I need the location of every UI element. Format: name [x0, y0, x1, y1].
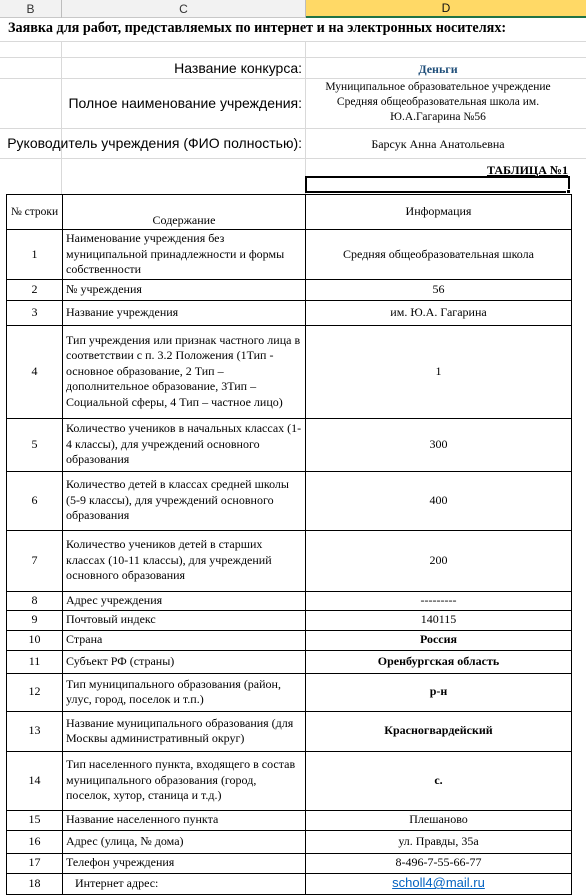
row-content: Название учреждения	[63, 300, 306, 325]
column-header-d[interactable]	[306, 0, 586, 18]
row-info[interactable]: ул. Правды, 35а	[306, 830, 572, 853]
column-header-c[interactable]	[62, 0, 305, 18]
row-num: 8	[7, 591, 63, 610]
row-content: Страна	[63, 630, 306, 650]
row-num: 14	[7, 751, 63, 810]
row-content: № учреждения	[63, 279, 306, 300]
row-info[interactable]: 8-496-7-55-66-77	[306, 853, 572, 873]
row-content: Название муниципального образования (для Москвы административный округ)	[63, 711, 306, 751]
table-row[interactable]	[7, 830, 572, 853]
row-info[interactable]: Россия	[306, 630, 572, 650]
row-info[interactable]: р-н	[306, 673, 572, 711]
row-content: Почтовый индекс	[63, 610, 306, 630]
row-num: 15	[7, 810, 63, 830]
row-info[interactable]: Оренбургская область	[306, 650, 572, 673]
row-content: Субъект РФ (страны)	[63, 650, 306, 673]
row-info[interactable]: 140115	[306, 610, 572, 630]
row-content: Тип муниципального образования (район, улус, город, поселок и т.п.)	[63, 673, 306, 711]
info-table	[6, 194, 572, 895]
row-content: Интернет адрес:	[63, 873, 306, 894]
row-content: Название населенного пункта	[63, 810, 306, 830]
row-content: Количество учеников детей в старших классах (10-11 классы), для учреждений основного образования	[63, 530, 306, 591]
row-num: 5	[7, 418, 63, 471]
table-row[interactable]	[7, 650, 572, 673]
row-info[interactable]: 300	[306, 418, 572, 471]
header-info: Информация	[306, 195, 572, 230]
row-num: 18	[7, 873, 63, 894]
active-cell[interactable]	[305, 176, 570, 193]
column-header-b[interactable]	[0, 0, 61, 18]
header-num: № строки	[7, 195, 63, 230]
row-num: 7	[7, 530, 63, 591]
table-row[interactable]	[7, 610, 572, 630]
table-row[interactable]	[7, 873, 572, 894]
row-num: 9	[7, 610, 63, 630]
institution-line: Муниципальное образовательное учреждение	[325, 81, 551, 93]
row-content: Тип населенного пункта, входящего в состав муниципального образования (город, поселок, хутор, станица и т.д.)	[63, 751, 306, 810]
row-content: Адрес (улица, № дома)	[63, 830, 306, 853]
row-num: 3	[7, 300, 63, 325]
email-link[interactable]: scholl4@mail.ru	[392, 875, 485, 891]
table-row[interactable]	[7, 279, 572, 300]
table-row[interactable]	[7, 810, 572, 830]
row-info[interactable]	[306, 873, 572, 894]
row-num: 17	[7, 853, 63, 873]
row-num: 11	[7, 650, 63, 673]
row-info[interactable]: Красногвардейский	[306, 711, 572, 751]
table-row[interactable]	[7, 630, 572, 650]
column-header-label: C	[179, 1, 188, 16]
row-num: 16	[7, 830, 63, 853]
row-info[interactable]: им. Ю.А. Гагарина	[306, 300, 572, 325]
table-row[interactable]	[7, 418, 572, 471]
table-row[interactable]	[7, 471, 572, 530]
institution-line: Средняя общеобразовательная школа им.	[336, 96, 540, 108]
institution-value[interactable]	[307, 80, 569, 125]
row-num: 10	[7, 630, 63, 650]
row-num: 12	[7, 673, 63, 711]
row-info[interactable]: Средняя общеобразовательная школа	[306, 230, 572, 280]
gridline	[0, 128, 586, 129]
row-info[interactable]: с.	[306, 751, 572, 810]
row-num: 2	[7, 279, 63, 300]
row-content: Адрес учреждения	[63, 591, 306, 610]
table-row[interactable]	[7, 230, 572, 280]
gridline	[305, 41, 306, 194]
table-row[interactable]	[7, 325, 572, 418]
director-value[interactable]: Барсук Анна Анатольевна	[371, 137, 505, 151]
row-num: 1	[7, 230, 63, 280]
table-row[interactable]	[7, 530, 572, 591]
gridline	[0, 57, 586, 58]
table-row[interactable]	[7, 711, 572, 751]
gridline	[0, 41, 586, 42]
table-name: ТАБЛИЦА №1	[486, 163, 568, 177]
institution-label: Полное наименование учреждения:	[68, 95, 302, 111]
row-num: 13	[7, 711, 63, 751]
row-info[interactable]: Плешаново	[306, 810, 572, 830]
institution-line: Ю.А.Гагарина №56	[390, 111, 486, 123]
column-header-label: D	[441, 1, 451, 15]
row-num: 6	[7, 471, 63, 530]
director-label: Руководитель учреждения (ФИО полностью):	[7, 135, 302, 151]
row-content: Тип учреждения или признак частного лица в соответствии с п. 3.2 Положения (1Тип - основное образование, 2 Тип – дополнительное образование, 3Тип – Социальной сферы, 4 Тип – частное лицо)	[63, 325, 306, 418]
row-info[interactable]: 400	[306, 471, 572, 530]
gridline	[61, 41, 62, 194]
table-header-row	[7, 195, 572, 230]
table-row[interactable]	[7, 673, 572, 711]
contest-label: Название конкурса:	[174, 60, 302, 76]
header-content: Содержание	[63, 195, 306, 230]
column-header-label: B	[26, 1, 35, 16]
form-title: Заявка для работ, представляемых по интернет и на электронных носителях:	[8, 20, 507, 36]
row-content: Количество учеников в начальных классах (1-4 классы), для учреждений основного образования	[63, 418, 306, 471]
row-info[interactable]: 56	[306, 279, 572, 300]
gridline	[0, 158, 586, 159]
contest-value[interactable]: Деньги	[418, 62, 458, 76]
table-row[interactable]	[7, 591, 572, 610]
gridline	[0, 78, 586, 79]
row-num: 4	[7, 325, 63, 418]
row-content: Количество детей в классах средней школы (5-9 классы), для учреждений основного образования	[63, 471, 306, 530]
row-info[interactable]: 200	[306, 530, 572, 591]
table-row[interactable]	[7, 300, 572, 325]
row-info[interactable]: 1	[306, 325, 572, 418]
table-row[interactable]	[7, 751, 572, 810]
row-info[interactable]: ---------	[306, 591, 572, 610]
table-row[interactable]	[7, 853, 572, 873]
row-content: Телефон учреждения	[63, 853, 306, 873]
row-content: Наименование учреждения без муниципальной принадлежности и формы собственности	[63, 230, 306, 280]
